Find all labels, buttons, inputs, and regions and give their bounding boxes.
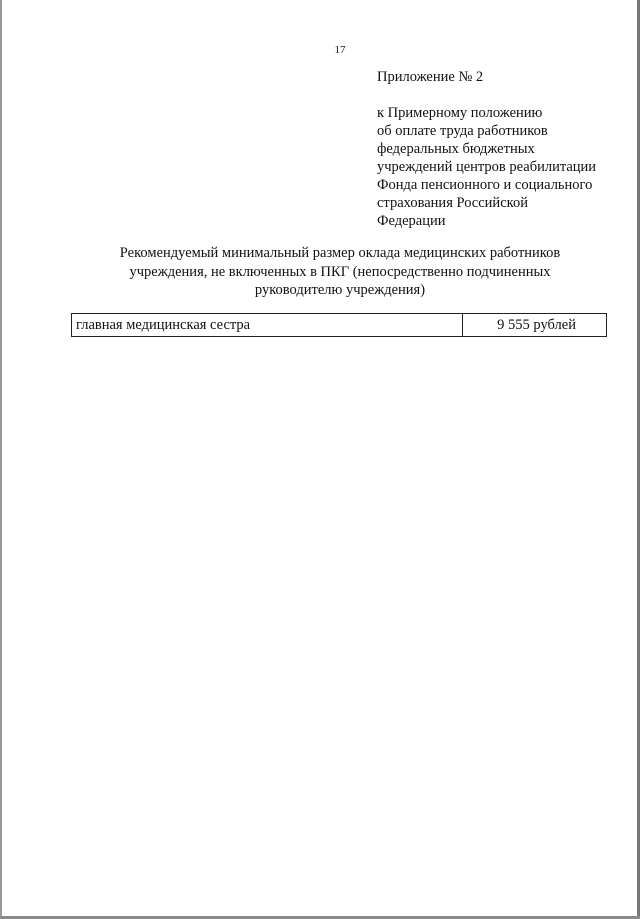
appendix-line: Фонда пенсионного и социального [377,177,593,193]
table-row [72,314,607,337]
appendix-line: федеральных бюджетных [377,141,535,157]
document-heading [60,244,620,300]
heading-line: учреждения, не включенных в ПКГ (непосредственно подчиненных [129,263,551,280]
salary-cell: 9 555 рублей [463,314,607,337]
appendix-line: Федерации [377,213,446,229]
appendix-block [377,68,596,230]
position-cell: главная медицинская сестра [72,314,463,337]
appendix-line: учреждений центров реабилитации [377,159,597,175]
salary-table [71,313,607,337]
page-number: 17 [334,44,346,56]
scan-edge-left [0,0,2,919]
heading-line: руководителю учреждения) [254,282,426,298]
appendix-line: об оплате труда работников [377,123,548,139]
appendix-title: Приложение № 2 [377,69,484,85]
appendix-line: к Примерному положению [377,105,543,121]
heading-line: Рекомендуемый минимальный размер оклада медицинских работников [119,245,561,261]
appendix-line: страхования Российской [377,195,528,211]
